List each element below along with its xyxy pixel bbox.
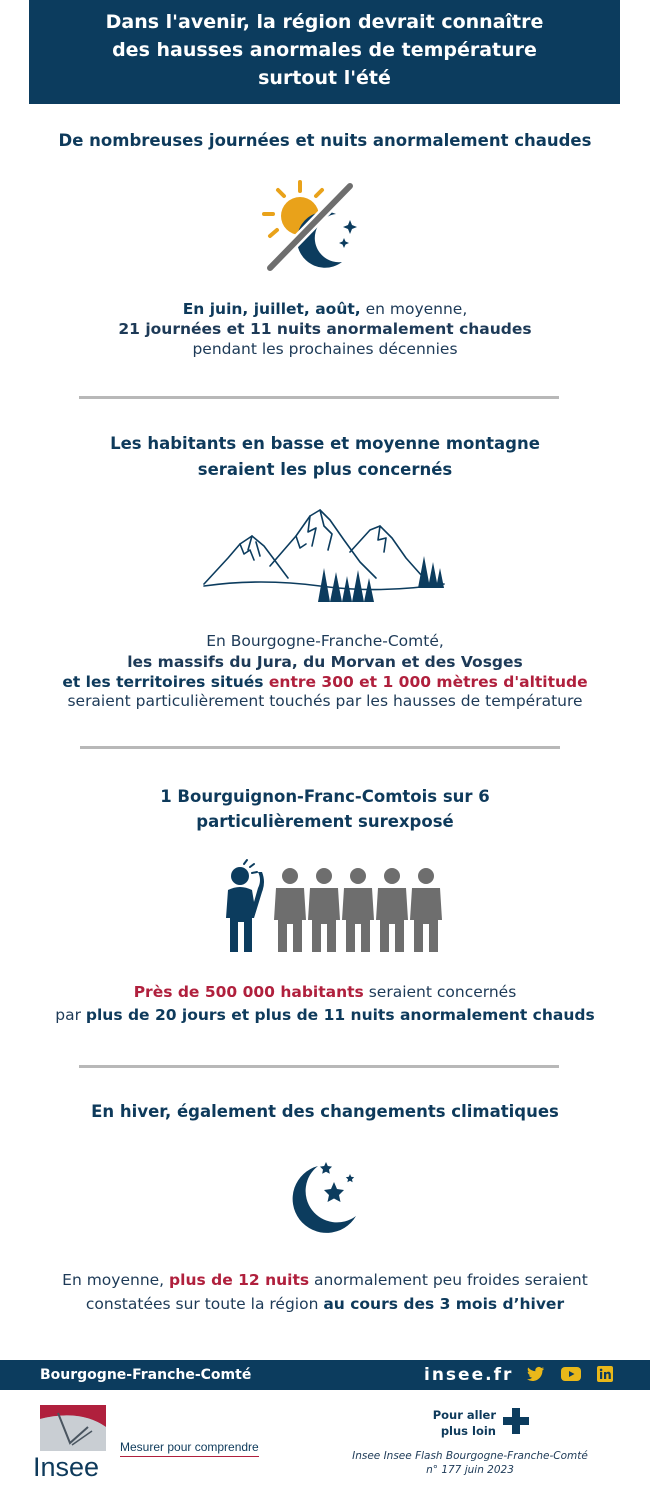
header-title-line-2: des hausses anormales de température [112, 39, 537, 61]
divider [79, 1065, 559, 1068]
section3-par: par [55, 1006, 86, 1024]
publication-reference [340, 1449, 600, 1477]
section1-average: en moyenne, [360, 300, 468, 318]
section3-population: Près de 500 000 habitants [133, 983, 364, 1001]
publication-line-2: n° 177 juin 2023 [426, 1464, 514, 1476]
section4-winter: au cours des 3 mois d’hiver [323, 1295, 565, 1313]
publication-line-1: Insee Insee Flash Bourgogne-Franche-Comté [352, 1450, 588, 1462]
section4-average: En moyenne, [62, 1271, 170, 1289]
divider [80, 746, 560, 749]
section3-title-line-2: particulièrement surexposé [196, 812, 454, 831]
section2-text-line-1: En Bourgogne-Franche-Comté, [206, 632, 444, 650]
section2-title-line-1: Les habitants en basse et moyenne montagne [110, 434, 540, 453]
moon-stars-icon [282, 1158, 362, 1238]
footer-region: Bourgogne-Franche-Comté [40, 1367, 252, 1383]
section3-days-nights: plus de 20 jours et plus de 11 nuits anormalement chauds [85, 1006, 595, 1024]
section3-text-line-1 [0, 981, 650, 1003]
section3-title-line-1: 1 Bourguignon-Franc-Comtois sur 6 [160, 787, 490, 806]
footer-band [0, 1360, 650, 1390]
twitter-icon[interactable] [527, 1366, 545, 1382]
section4-text-line-2 [0, 1293, 650, 1315]
header-banner [29, 0, 620, 104]
divider [79, 396, 559, 399]
section2-text-line-4: seraient particulièrement touchés par les hausses de température [67, 692, 583, 710]
section1-months: En juin, juillet, août, [182, 300, 361, 318]
section3-text-line-2 [0, 1004, 650, 1026]
section2-territories: et les territoires situés [62, 673, 269, 691]
section2-massifs: les massifs du Jura, du Morvan et des Vosges [127, 653, 523, 671]
section1-text-line-1 [0, 298, 650, 320]
insee-tagline: Mesurer pour comprendre [120, 1439, 259, 1457]
section4-not-cold: anormalement peu froides seraient [309, 1271, 588, 1289]
insee-logo-text: Insee [33, 1452, 100, 1482]
section1-title: De nombreuses journées et nuits anormalement chaudes [58, 131, 592, 150]
section2-title-line-2: seraient les plus concernés [197, 460, 453, 479]
header-title-line-1: Dans l'avenir, la région devrait connaître [105, 11, 544, 33]
section2-altitude: entre 300 et 1 000 mètres d'altitude [268, 673, 588, 691]
section1-highlight: 21 journées et 11 nuits anormalement chaudes [118, 320, 532, 338]
more-info-line-2: plus loin [440, 1424, 496, 1438]
more-info-label[interactable] [420, 1407, 496, 1439]
section3-concerned: seraient concernés [363, 983, 517, 1001]
section4-observed: constatées sur toute la région [85, 1295, 324, 1313]
sun-moon-crossed-icon [258, 178, 362, 274]
insee-site-link[interactable]: insee.fr [424, 1365, 514, 1385]
more-info-line-1: Pour aller [432, 1408, 496, 1422]
linkedin-icon[interactable] [597, 1366, 615, 1382]
insee-logo-emblem [40, 1405, 106, 1451]
section1-text-line-3: pendant les prochaines décennies [192, 340, 458, 358]
youtube-icon[interactable] [561, 1366, 579, 1382]
section4-title: En hiver, également des changements climatiques [91, 1102, 559, 1121]
header-title-line-3: surtout l'été [258, 67, 391, 89]
section4-nights: plus de 12 nuits [169, 1271, 310, 1289]
section4-text-line-1 [0, 1269, 650, 1291]
mountains-icon [200, 506, 448, 606]
people-one-in-six-icon [218, 858, 450, 956]
plus-icon[interactable] [503, 1408, 529, 1434]
